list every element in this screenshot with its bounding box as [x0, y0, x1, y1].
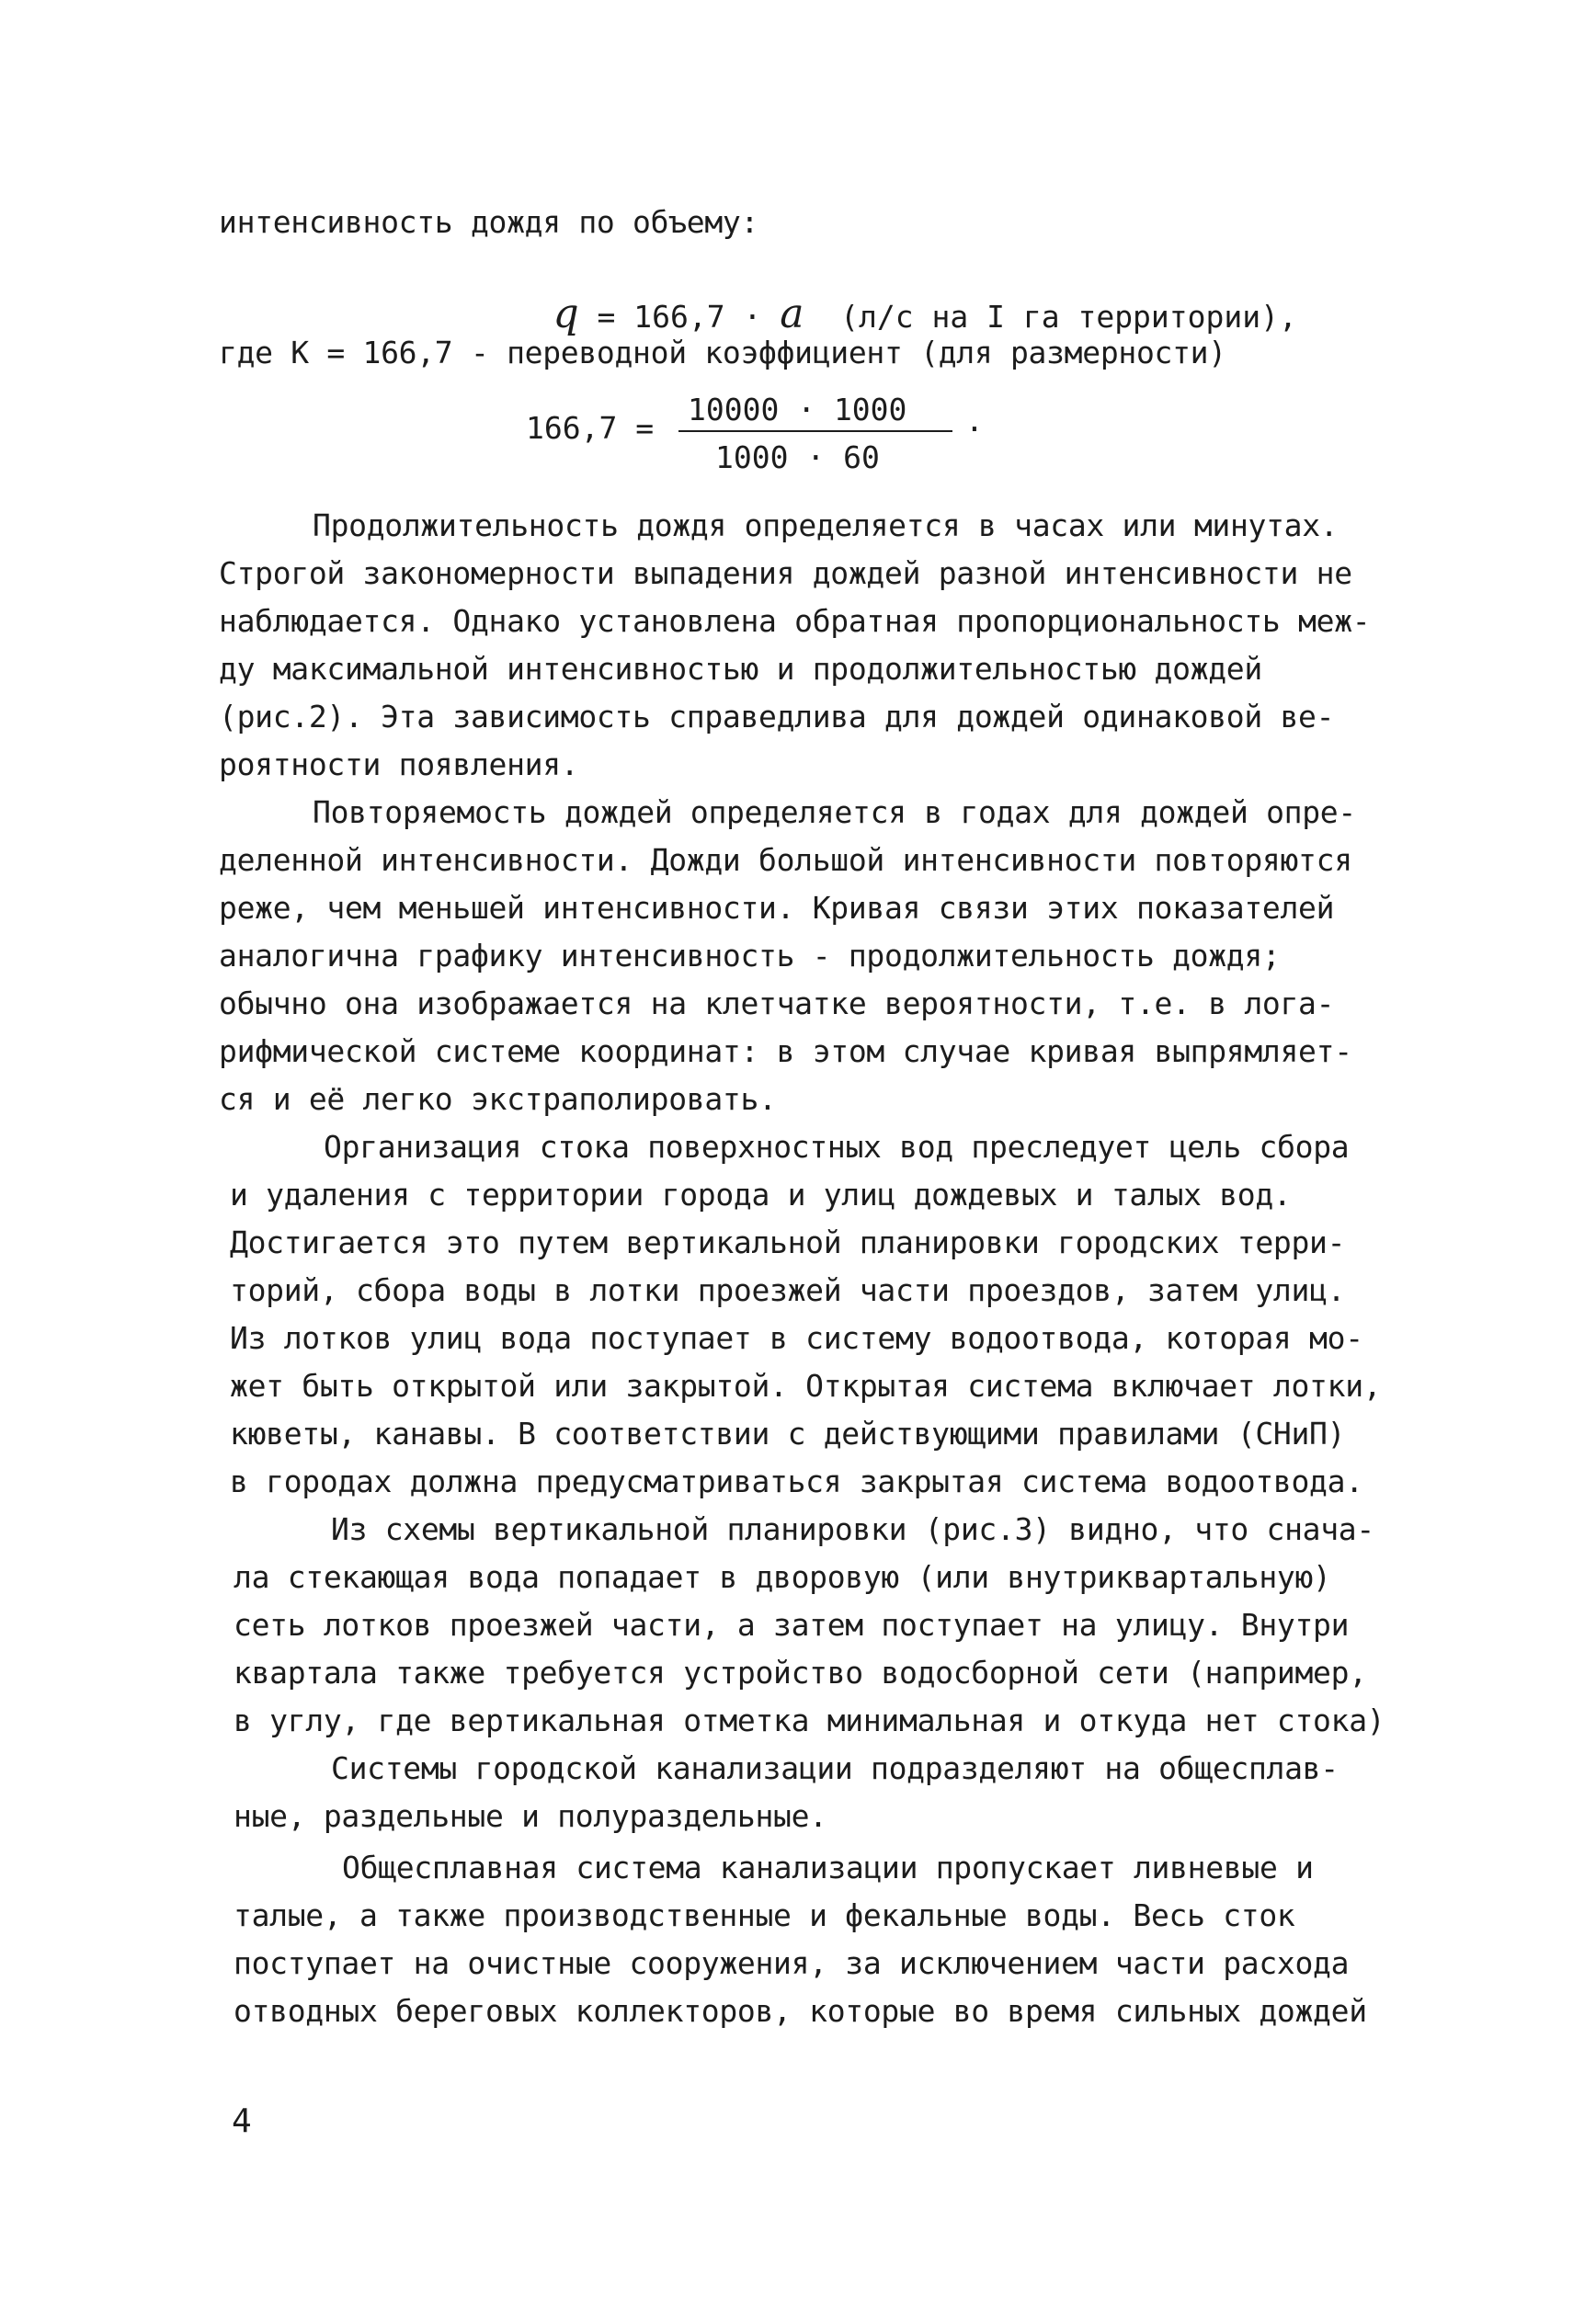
formula-equals: = 166,7 · — [578, 299, 781, 335]
text-line: ся и её легко экстраполировать. — [219, 1081, 777, 1117]
text-line: Строгой закономерности выпадения дождей разной интенсивности не — [219, 555, 1352, 591]
formula-units: (л/с на I га территории), — [804, 299, 1297, 335]
text-line: роятности появления. — [219, 746, 579, 782]
text-line: реже, чем меньшей интенсивности. Кривая связи этих показателей — [219, 890, 1335, 926]
text-line: сеть лотков проезжей части, а затем поступает на улицу. Внутри — [234, 1607, 1350, 1643]
text-line: Организация стока поверхностных вод преследует цель сбора — [324, 1129, 1350, 1165]
text-line: аналогична графику интенсивность - продолжительность дождя; — [219, 938, 1281, 974]
text-line: Общесплавная система канализации пропускает ливневые и — [342, 1850, 1314, 1885]
coefficient-definition: где K = 166,7 - переводной коэффициент (для размерности) — [219, 335, 1226, 370]
text-line: ла стекающая вода попадает в дворовую (или внутриквартальную) — [234, 1559, 1331, 1595]
fraction-numerator: 10000 · 1000 — [688, 392, 907, 427]
fraction-lhs: 166,7 = — [526, 410, 655, 446]
text-line: наблюдается. Однако установлена обратная пропорциональность меж- — [219, 603, 1371, 639]
text-line: Системы городской канализации подразделяют на общесплав- — [331, 1750, 1339, 1786]
text-line: Достигается это путем вертикальной планировки городских терри- — [230, 1224, 1346, 1260]
text-line: Продолжительность дождя определяется в часах или минутах. — [313, 507, 1339, 543]
text-line: в углу, где вертикальная отметка минимальная и откуда нет стока) — [234, 1703, 1385, 1738]
symbol-q: q — [553, 290, 579, 337]
fraction-bar — [678, 430, 952, 432]
text-line: поступает на очистные сооружения, за исключением части расхода — [234, 1945, 1350, 1981]
text-line: отводных береговых коллекторов, которые во время сильных дождей — [234, 1993, 1367, 2029]
text-line: ные, раздельные и полураздельные. — [234, 1798, 827, 1834]
text-line: кюветы, канавы. В соответствии с действующими правилами (СНиП) — [230, 1416, 1346, 1452]
text-line: в городах должна предусматриваться закрытая система водоотвода. — [230, 1464, 1363, 1499]
text-line: талые, а также производственные и фекальные воды. Весь сток — [234, 1897, 1295, 1933]
text-line: торий, сбора воды в лотки проезжей части проездов, затем улиц. — [230, 1272, 1346, 1308]
text-line: и удаления с территории города и улиц дождевых и талых вод. — [230, 1177, 1292, 1213]
text-line: обычно она изображается на клетчатке вероятности, т.е. в лога- — [219, 985, 1335, 1021]
text-line: рифмической системе координат: в этом случае кривая выпрямляет- — [219, 1033, 1352, 1069]
page-number: 4 — [232, 2102, 252, 2140]
text-line: квартала также требуется устройство водосборной сети (например, — [234, 1655, 1367, 1691]
intro-text: интенсивность дождя по объему: — [219, 204, 759, 240]
fraction-tail: . — [965, 403, 984, 438]
text-line: Из схемы вертикальной планировки (рис.3) видно, что снача- — [331, 1511, 1374, 1547]
text-line: Из лотков улиц вода поступает в систему водоотвода, которая мо- — [230, 1320, 1363, 1356]
text-line: (рис.2). Эта зависимость справедлива для дождей одинаковой ве- — [219, 699, 1335, 735]
text-line: Повторяемость дождей определяется в годах для дождей опре- — [313, 794, 1356, 830]
symbol-a: a — [780, 290, 804, 337]
fraction-denominator: 1000 · 60 — [715, 439, 880, 475]
text-line: ду максимальной интенсивностью и продолжительностью дождей — [219, 651, 1262, 687]
text-line: деленной интенсивности. Дожди большой интенсивности повторяются — [219, 842, 1352, 878]
text-line: жет быть открытой или закрытой. Открытая система включает лотки, — [230, 1368, 1382, 1404]
